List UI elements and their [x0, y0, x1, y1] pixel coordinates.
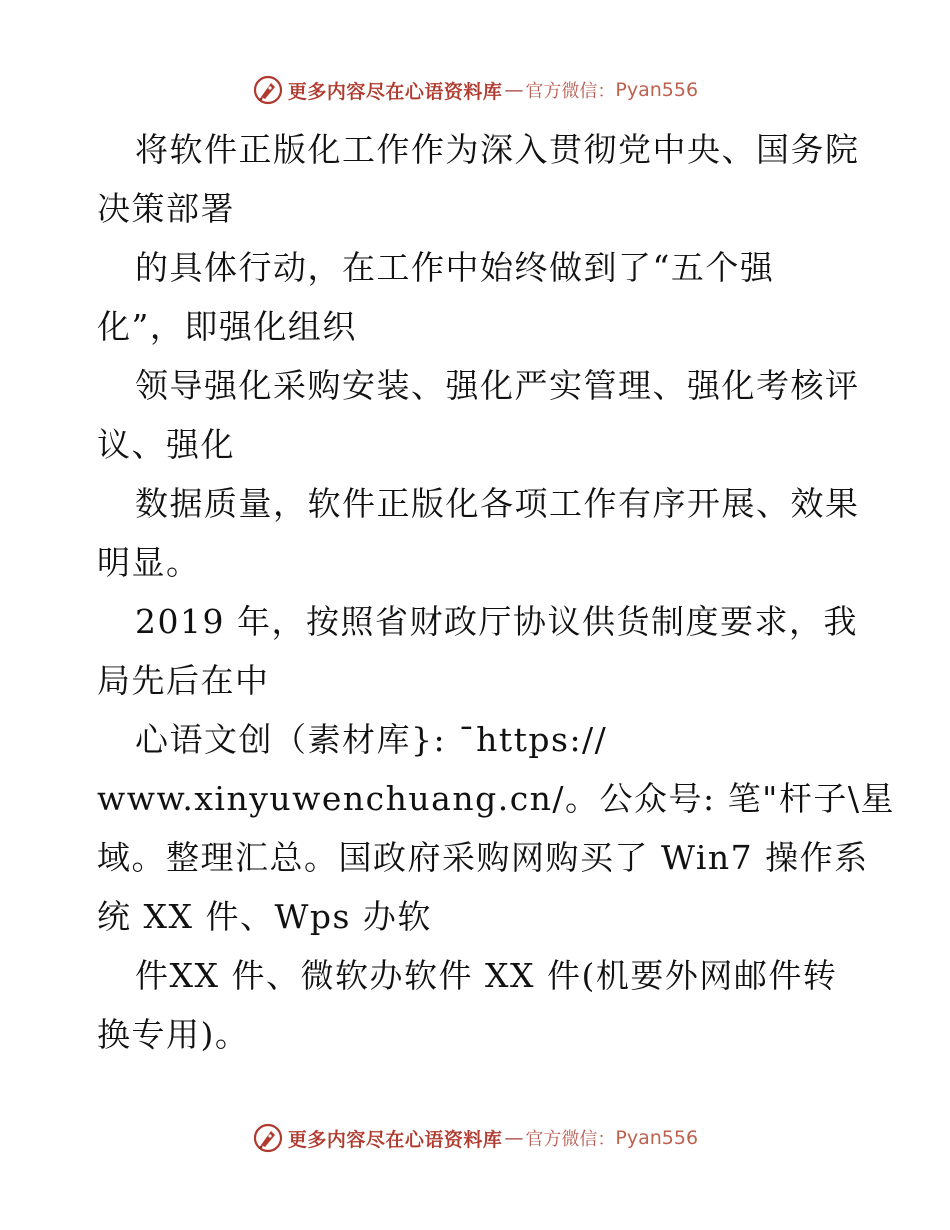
text-line: 2019 年，按照省财政厅协议供货制度要求，我 — [135, 602, 858, 641]
text-line: 心语文创（素材库}: ¯https:// — [135, 720, 608, 759]
text-line: www.xinyuwenchuang.cn/。公众号: 笔"杆子\星 — [97, 779, 895, 818]
footer-wechat-id: Pyan556 — [615, 1127, 699, 1149]
text-line: 将软件正版化工作作为深入贯彻党中央、国务院 — [135, 130, 860, 169]
document-body — [97, 120, 895, 1064]
header-banner-text: 更多内容尽在心语资料库 — [287, 80, 503, 103]
text-line: 域。整理汇总。国政府采购网购买了 Win7 操作系 — [97, 838, 869, 877]
text-line: 明显。 — [97, 543, 201, 582]
text-line: 领导强化采购安装、强化严实管理、强化考核评 — [135, 366, 860, 405]
header-banner-separator: — — [504, 79, 524, 101]
text-line: 统 XX 件、Wps 办软 — [97, 897, 432, 936]
footer-banner — [0, 1118, 950, 1158]
text-line: 换专用)。 — [97, 1015, 250, 1054]
text-line: 决策部署 — [97, 189, 235, 228]
text-line: 的具体行动，在工作中始终做到了“五个强 — [135, 248, 775, 287]
footer-banner-text: 更多内容尽在心语资料库 — [287, 1128, 503, 1151]
header-wechat-label: 官方微信： — [525, 81, 616, 102]
header-banner — [0, 70, 950, 110]
footer-wechat-label: 官方微信： — [525, 1129, 616, 1150]
text-line: 局先后在中 — [97, 661, 270, 700]
pen-nib-logo-icon — [252, 74, 284, 106]
text-line: 件XX 件、微软办软件 XX 件(机要外网邮件转 — [135, 956, 838, 995]
text-line: 数据质量，软件正版化各项工作有序开展、效果 — [135, 484, 860, 523]
text-line: 议、强化 — [97, 425, 235, 464]
header-wechat-id: Pyan556 — [615, 79, 699, 101]
footer-banner-separator: — — [504, 1127, 524, 1149]
text-line: 化”，即强化组织 — [97, 307, 357, 346]
pen-nib-logo-icon — [252, 1122, 284, 1154]
